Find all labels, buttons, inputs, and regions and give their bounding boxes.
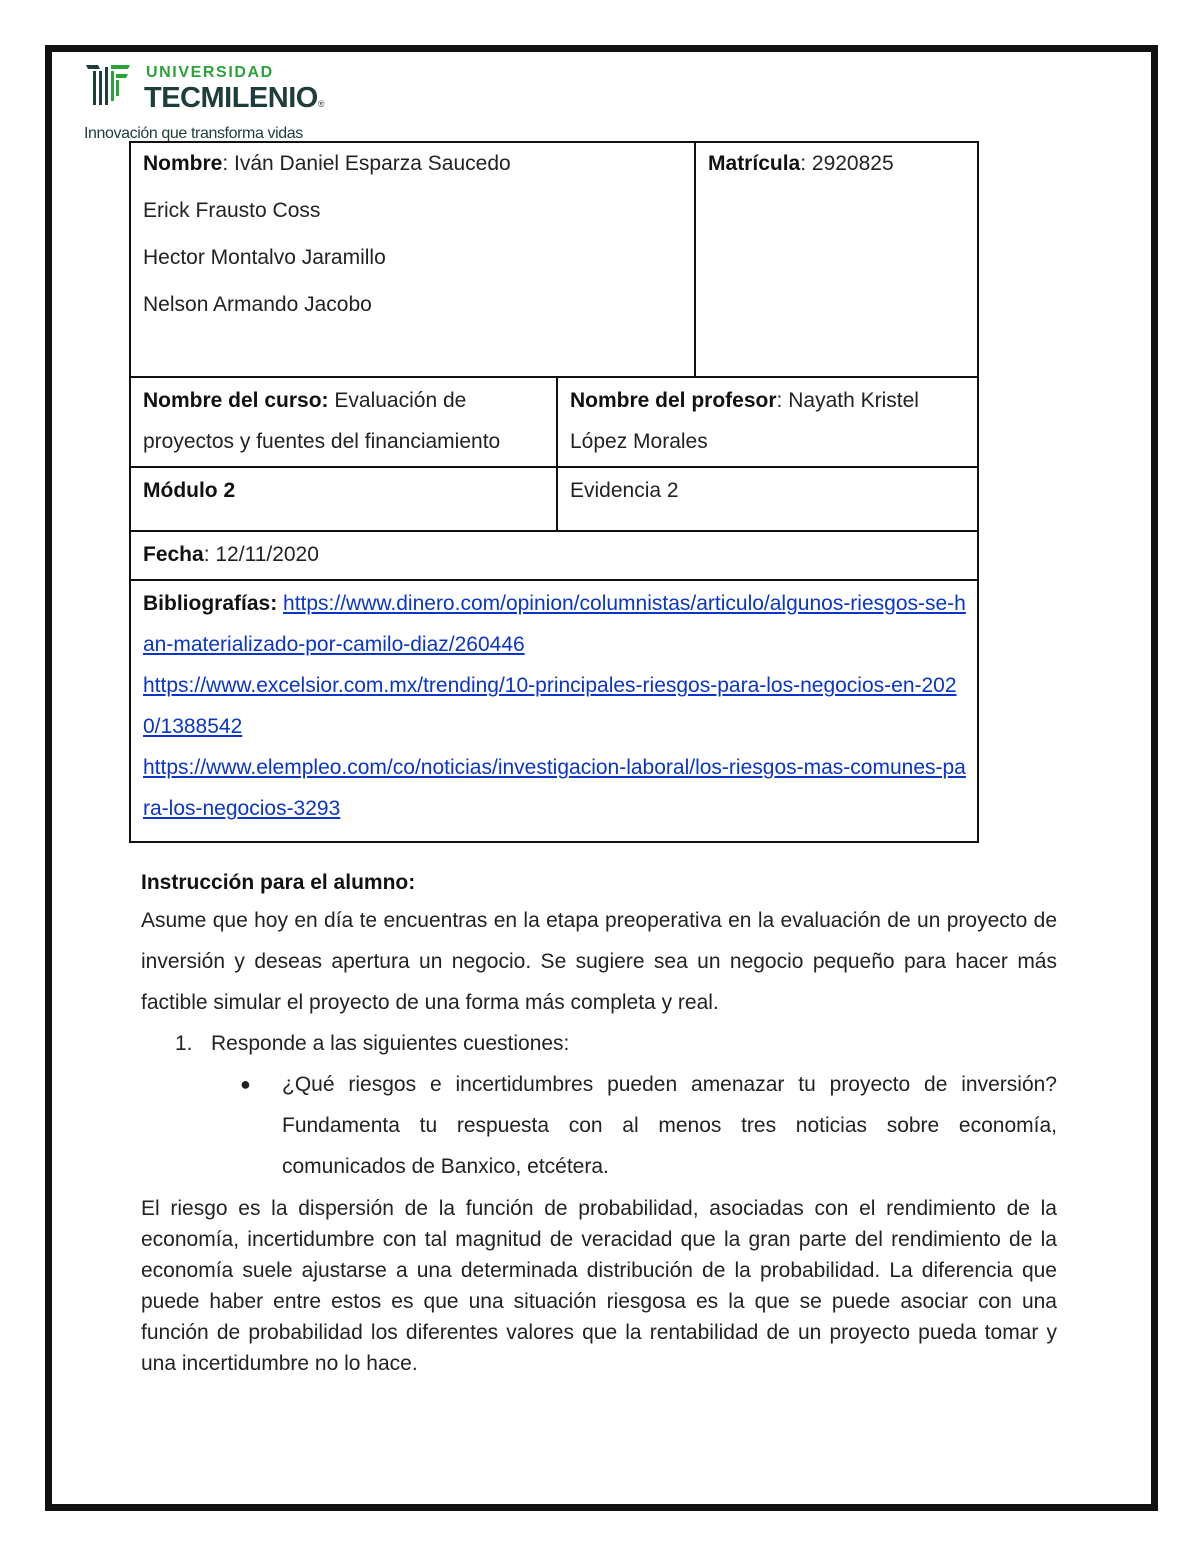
bibliography-link[interactable]: https://www.dinero.com/opinion/columnistas/articulo/algunos-riesgos-se-han-materializado-por-camilo-diaz/260446 [143,592,966,656]
names-cell: Nombre: Iván Daniel Esparza Saucedo Erick Frausto Coss Hector Montalvo Jaramillo Nelson Armando Jacobo [130,142,695,377]
matricula-label: Matrícula [708,152,801,175]
logo-tagline: Innovación que transforma vidas [84,125,303,142]
answer-paragraph: El riesgo es la dispersión de la función de probabilidad, asociadas con el rendimiento de la economía, incertidumbre con tal magnitud de veracidad que la gran parte del rendimiento de la economía suele ajustarse a una determinada distribución de la probabilidad. La diferencia que puede haber entre estos es que una situación riesgosa es la que se puede asociar con una función de probabilidad los diferentes valores que la rentabilidad de un proyecto pueda tomar y una incertidumbre no lo hace. [141,1197,1057,1375]
profesor-value: Nayath Kristel López Morales [570,389,919,453]
curso-value: Evaluación de proyectos y fuentes del financiamiento [143,389,501,453]
matricula-cell: Matrícula: 2920825 [695,142,978,377]
student-name: Nelson Armando Jacobo [143,293,372,316]
bibliografias-cell [130,580,978,842]
fecha-value: 12/11/2020 [215,543,319,566]
curso-cell [130,377,557,467]
student-name: Iván Daniel Esparza Saucedo [234,152,511,175]
header-info-table [129,141,979,843]
bibliography-link[interactable]: https://www.elempleo.com/co/noticias/investigacion-laboral/los-riesgos-mas-comunes-para-los-negocios-3293 [143,756,966,820]
bullet-item [240,1064,1057,1187]
bullet-icon: ● [240,1074,251,1094]
list-number: 1. [175,1032,193,1055]
modulo-cell [130,467,557,531]
logo-name-text: TECMILENIO® [144,82,324,114]
student-name: Hector Montalvo Jaramillo [143,246,386,269]
modulo-label: Módulo 2 [143,479,236,502]
matricula-value: 2920825 [811,152,894,175]
bibliografias-label: Bibliografías: [143,592,278,615]
student-name: Erick Frausto Coss [143,199,321,222]
tecmilenio-logo [84,62,354,142]
nombre-label: Nombre [143,152,223,175]
curso-label: Nombre del curso: [143,389,329,412]
instruction-section [141,866,1057,1379]
profesor-cell: Nombre del profesor: Nayath Kristel López Morales [557,377,978,467]
evidencia-value: Evidencia 2 [570,479,679,502]
fecha-cell: Fecha: 12/11/2020 [130,531,978,580]
logo-university-text: UNIVERSIDAD [146,64,274,81]
numbered-list-item [175,1023,1057,1064]
fecha-label: Fecha [143,543,204,566]
instruction-title: Instrucción para el alumno: [141,871,416,894]
instruction-text: Asume que hoy en día te encuentras en la etapa preoperativa en la evaluación de un proyecto de inversión y deseas apertura un negocio. Se sugiere sea un negocio pequeño para hacer más factible simular el proyecto de una forma más completa y real. [141,909,1057,1014]
bibliography-link[interactable]: https://www.excelsior.com.mx/trending/10-principales-riesgos-para-los-negocios-en-2020/1388542 [143,674,957,738]
tecmilenio-logo-icon [84,62,136,108]
profesor-label: Nombre del profesor [570,389,777,412]
evidencia-cell [557,467,978,531]
bullet-text: ¿Qué riesgos e incertidumbres pueden amenazar tu proyecto de inversión? Fundamenta tu respuesta con al menos tres noticias sobre economía, comunicados de Banxico, etcétera. [282,1073,1057,1178]
list-item-text: Responde a las siguientes cuestiones: [211,1032,570,1055]
